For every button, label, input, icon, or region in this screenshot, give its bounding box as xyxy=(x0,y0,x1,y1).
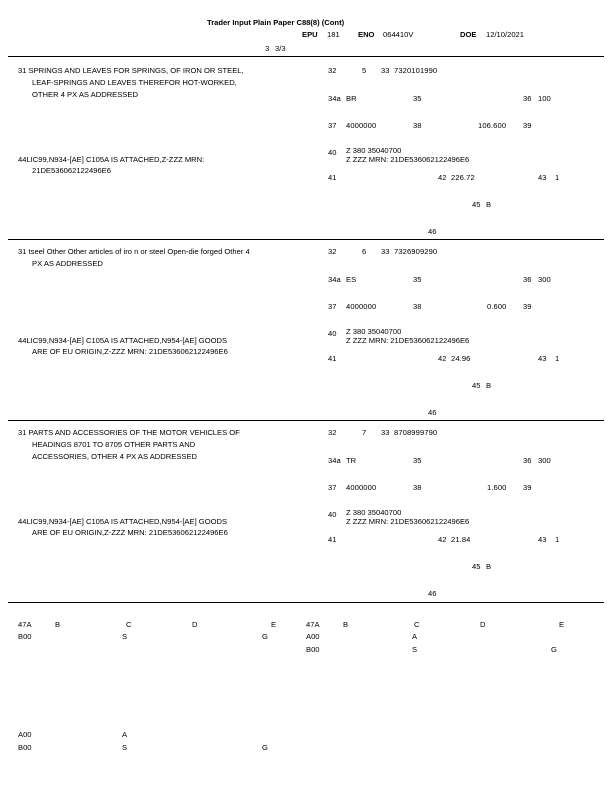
col-header-d: D xyxy=(192,620,198,629)
box32-label: 32 xyxy=(328,428,337,437)
box44-line: ARE OF EU ORIGIN,Z-ZZZ MRN: 21DE536062122496E6 xyxy=(32,347,228,356)
col-header-d: D xyxy=(480,620,486,629)
previous-document: Z ZZZ MRN: 21DE536062122496E6 xyxy=(346,155,470,164)
box33-label: 33 xyxy=(381,66,390,75)
box33-label: 33 xyxy=(381,428,390,437)
box38-label: 38 xyxy=(413,483,422,492)
box44-line: 21DE536062122496E6 xyxy=(32,166,111,175)
col-header-e: E xyxy=(559,620,565,629)
box45-value: B xyxy=(486,200,492,209)
box41-label: 41 xyxy=(328,535,337,544)
col-header-b: B xyxy=(55,620,61,629)
previous-document: Z 380 35040700 xyxy=(346,508,402,517)
box36-label: 36 xyxy=(523,94,532,103)
box45-label: 45 xyxy=(472,381,481,390)
box46-label: 46 xyxy=(428,589,437,598)
box43-value: 1 xyxy=(555,173,560,182)
procedure-code: 4000000 xyxy=(346,302,377,311)
box43-label: 43 xyxy=(538,535,547,544)
document-title: Trader Input Plain Paper C88(8) (Cont) xyxy=(207,18,345,27)
box42-label: 42 xyxy=(438,535,447,544)
cell-47a: B00 xyxy=(18,632,32,641)
box41-label: 41 xyxy=(328,354,337,363)
item-number: 5 xyxy=(362,66,367,75)
item-number: 7 xyxy=(362,428,367,437)
cell-c: A xyxy=(412,632,418,641)
box31-line: ACCESSORIES, OTHER 4 PX AS ADDRESSED xyxy=(32,452,198,461)
page-current: 3 xyxy=(265,44,270,53)
divider xyxy=(8,239,604,240)
col-header-e: E xyxy=(271,620,277,629)
box35-label: 35 xyxy=(413,275,422,284)
box31-line: 31 PARTS AND ACCESSORIES OF THE MOTOR VEHICLES OF xyxy=(18,428,240,437)
commodity-code: 8708999790 xyxy=(394,428,438,437)
box31-line: PX AS ADDRESSED xyxy=(32,259,103,268)
box45-label: 45 xyxy=(472,200,481,209)
cell-e: G xyxy=(262,743,268,752)
box45-value: B xyxy=(486,381,492,390)
box35-label: 35 xyxy=(413,456,422,465)
box34a-label: 34a xyxy=(328,94,341,103)
box42-value: 226.72 xyxy=(451,173,475,182)
box35-label: 35 xyxy=(413,94,422,103)
box42-value: 24.96 xyxy=(451,354,471,363)
box44-line: 44LIC99,N934-[AE] C105A IS ATTACHED,N954-[AE] GOODS xyxy=(18,517,228,526)
eno-value: 064410V xyxy=(383,30,414,39)
previous-document: Z ZZZ MRN: 21DE536062122496E6 xyxy=(346,517,470,526)
cell-c: A xyxy=(122,730,128,739)
box39-label: 39 xyxy=(523,302,532,311)
box43-label: 43 xyxy=(538,354,547,363)
divider xyxy=(8,602,604,603)
origin-country: BR xyxy=(346,94,357,103)
item-number: 6 xyxy=(362,247,367,256)
box40-label: 40 xyxy=(328,510,337,519)
cell-c: S xyxy=(122,632,128,641)
box31-line: LEAF-SPRINGS AND LEAVES THEREFOR HOT-WORKED, xyxy=(32,78,237,87)
previous-document: Z ZZZ MRN: 21DE536062122496E6 xyxy=(346,336,470,345)
cell-47a: A00 xyxy=(306,632,320,641)
box42-label: 42 xyxy=(438,354,447,363)
procedure-code: 4000000 xyxy=(346,483,377,492)
box46-label: 46 xyxy=(428,227,437,236)
box31-line: 31 tseel Other Other articles of iro n or steel Open-die forged Other 4 xyxy=(18,247,250,256)
eno-label: ENO xyxy=(358,30,375,39)
previous-document: Z 380 35040700 xyxy=(346,327,402,336)
col-header-c: C xyxy=(414,620,420,629)
net-mass: 106.600 xyxy=(478,121,507,130)
previous-document: Z 380 35040700 xyxy=(346,146,402,155)
box40-label: 40 xyxy=(328,148,337,157)
origin-country: TR xyxy=(346,456,357,465)
box44-line: 44LIC99,N934-[AE] C105A IS ATTACHED,N954-[AE] GOODS xyxy=(18,336,228,345)
box40-label: 40 xyxy=(328,329,337,338)
box37-label: 37 xyxy=(328,302,337,311)
cell-e: G xyxy=(551,645,557,654)
box43-label: 43 xyxy=(538,173,547,182)
divider xyxy=(8,56,604,57)
cell-c: S xyxy=(412,645,418,654)
box45-label: 45 xyxy=(472,562,481,571)
box36-value: 100 xyxy=(538,94,551,103)
doe-value: 12/10/2021 xyxy=(486,30,525,39)
commodity-code: 7320101990 xyxy=(394,66,438,75)
divider xyxy=(8,420,604,421)
col-header-47a: 47A xyxy=(306,620,320,629)
col-header-c: C xyxy=(126,620,132,629)
box31-line: OTHER 4 PX AS ADDRESSED xyxy=(32,90,138,99)
col-header-47a: 47A xyxy=(18,620,32,629)
box32-label: 32 xyxy=(328,247,337,256)
box39-label: 39 xyxy=(523,121,532,130)
box38-label: 38 xyxy=(413,121,422,130)
box31-line: 31 SPRINGS AND LEAVES FOR SPRINGS, OF IRON OR STEEL, xyxy=(18,66,244,75)
box37-label: 37 xyxy=(328,121,337,130)
page-total: 3/3 xyxy=(275,44,286,53)
cell-e: G xyxy=(262,632,268,641)
origin-country: ES xyxy=(346,275,357,284)
col-header-b: B xyxy=(343,620,349,629)
box46-label: 46 xyxy=(428,408,437,417)
box31-line: HEADINGS 8701 TO 8705 OTHER PARTS AND xyxy=(32,440,196,449)
box34a-label: 34a xyxy=(328,456,341,465)
cell-47a: B00 xyxy=(18,743,32,752)
commodity-code: 7326909290 xyxy=(394,247,438,256)
net-mass: 1.600 xyxy=(487,483,507,492)
box42-label: 42 xyxy=(438,173,447,182)
box43-value: 1 xyxy=(555,354,560,363)
epu-label: EPU xyxy=(302,30,318,39)
cell-47a: B00 xyxy=(306,645,320,654)
box44-line: ARE OF EU ORIGIN,Z-ZZZ MRN: 21DE536062122496E6 xyxy=(32,528,228,537)
box41-label: 41 xyxy=(328,173,337,182)
box36-value: 300 xyxy=(538,275,551,284)
box36-label: 36 xyxy=(523,456,532,465)
box44-line: 44LIC99,N934-[AE] C105A IS ATTACHED,Z-ZZZ MRN: xyxy=(18,155,205,164)
box34a-label: 34a xyxy=(328,275,341,284)
doe-label: DOE xyxy=(460,30,477,39)
box42-value: 21.84 xyxy=(451,535,471,544)
box38-label: 38 xyxy=(413,302,422,311)
box39-label: 39 xyxy=(523,483,532,492)
box43-value: 1 xyxy=(555,535,560,544)
box37-label: 37 xyxy=(328,483,337,492)
epu-value: 181 xyxy=(327,30,340,39)
box45-value: B xyxy=(486,562,492,571)
box36-label: 36 xyxy=(523,275,532,284)
cell-47a: A00 xyxy=(18,730,32,739)
box36-value: 300 xyxy=(538,456,551,465)
net-mass: 0.600 xyxy=(487,302,507,311)
cell-c: S xyxy=(122,743,128,752)
procedure-code: 4000000 xyxy=(346,121,377,130)
box33-label: 33 xyxy=(381,247,390,256)
box32-label: 32 xyxy=(328,66,337,75)
